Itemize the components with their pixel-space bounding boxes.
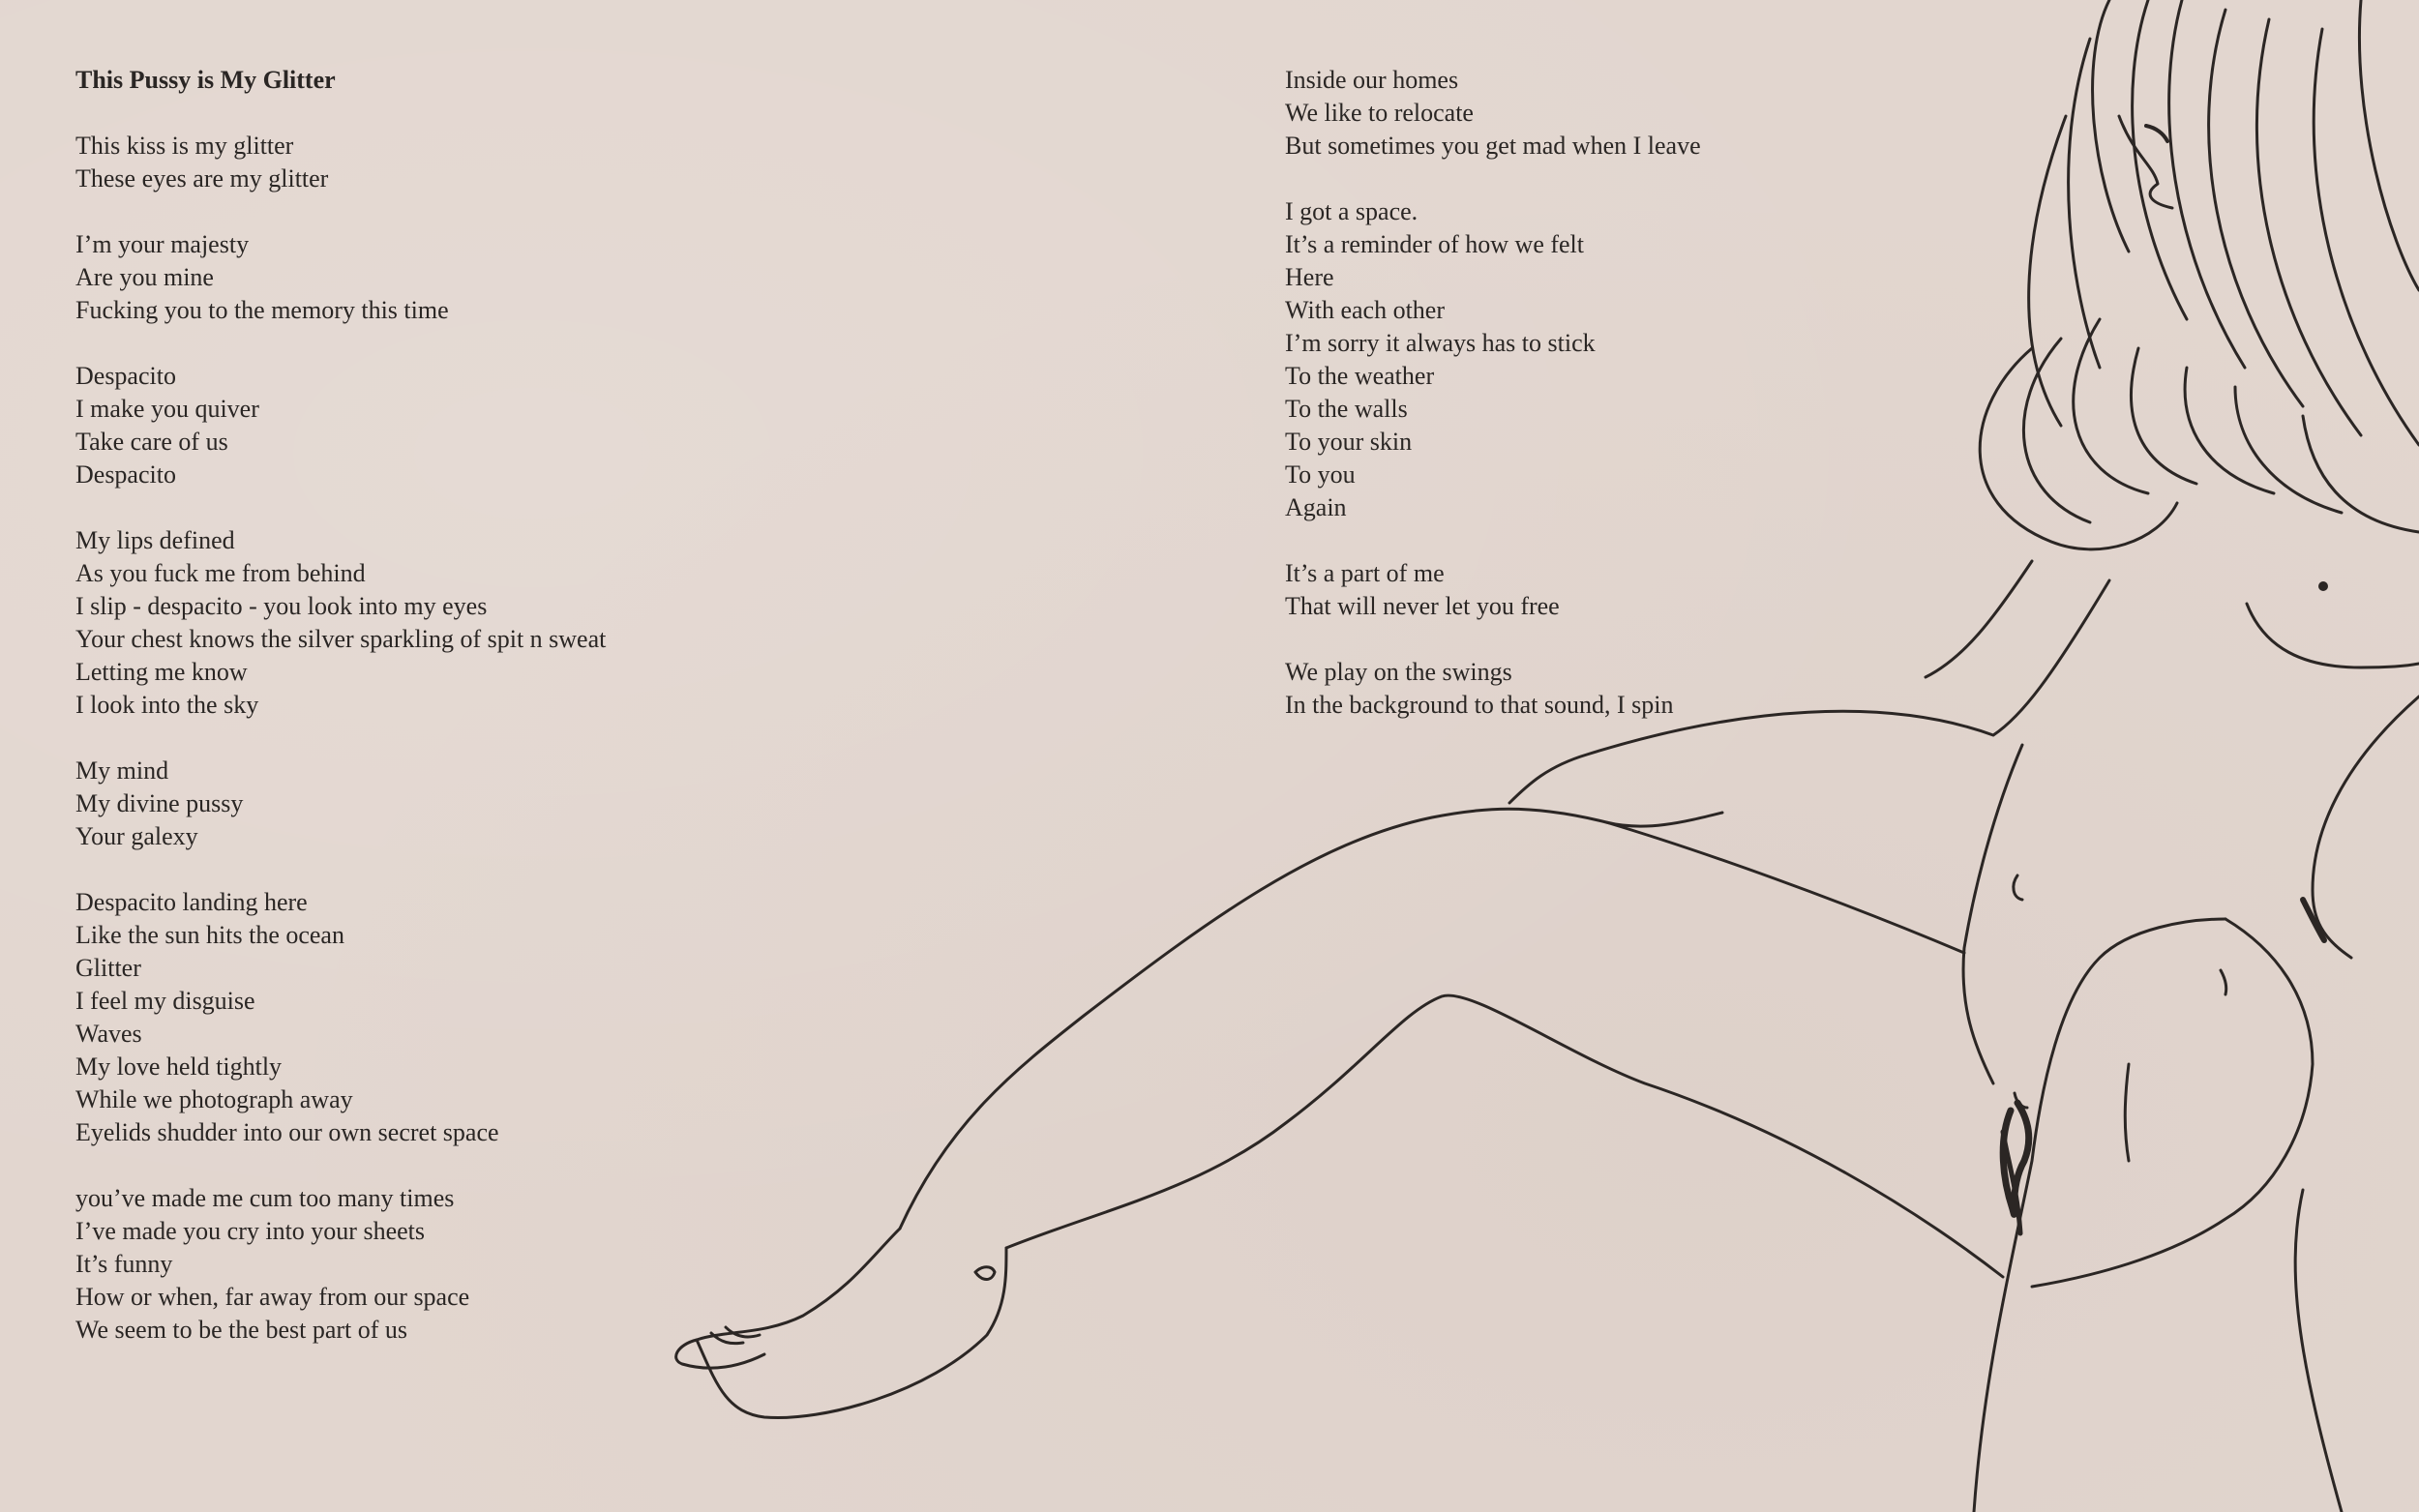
poem-line: My love held tightly xyxy=(75,1052,283,1081)
poem-line: Despacito xyxy=(75,362,176,390)
poem-line: I slip - despacito - you look into my eyes xyxy=(75,592,488,620)
stanza xyxy=(1285,656,1866,722)
stanza xyxy=(75,130,811,195)
poem-line: But sometimes you get mad when I leave xyxy=(1285,132,1701,160)
poem-line: Inside our homes xyxy=(1285,66,1459,94)
stanza xyxy=(75,360,811,491)
poem-line: To your skin xyxy=(1285,428,1413,456)
stanza xyxy=(1285,64,1866,163)
stanza xyxy=(1285,557,1866,623)
poem-line: How or when, far away from our space xyxy=(75,1283,470,1311)
poem-line: Are you mine xyxy=(75,263,214,291)
poem-line: I look into the sky xyxy=(75,691,259,719)
poem-line: It’s a reminder of how we felt xyxy=(1285,230,1585,258)
poem-line: We play on the swings xyxy=(1285,658,1512,686)
poem-line: you’ve made me cum too many times xyxy=(75,1184,455,1212)
poem-line: I feel my disguise xyxy=(75,987,255,1015)
stanza xyxy=(1285,195,1866,524)
poem-line: Waves xyxy=(75,1020,142,1048)
poem-line: Take care of us xyxy=(75,428,228,456)
poem-line: To the weather xyxy=(1285,362,1435,390)
poem-line: Despacito xyxy=(75,460,176,489)
poem-line: To you xyxy=(1285,460,1356,489)
poem-line: It’s funny xyxy=(75,1250,173,1278)
poem-line: Again xyxy=(1285,493,1347,521)
poem-line: In the background to that sound, I spin xyxy=(1285,691,1674,719)
poem-line: We like to relocate xyxy=(1285,99,1474,127)
poem-line: While we photograph away xyxy=(75,1085,353,1113)
stanza xyxy=(75,228,811,327)
poem-line: Like the sun hits the ocean xyxy=(75,921,344,949)
poem-line: My lips defined xyxy=(75,526,235,554)
poem-column-left xyxy=(75,64,811,1379)
poem-line: I’m sorry it always has to stick xyxy=(1285,329,1596,357)
poem-line: These eyes are my glitter xyxy=(75,164,329,193)
poem-line: Fucking you to the memory this time xyxy=(75,296,449,324)
poem-line: I make you quiver xyxy=(75,395,259,423)
poem-line: Letting me know xyxy=(75,658,248,686)
poem-line: My mind xyxy=(75,756,169,785)
poem-line: I got a space. xyxy=(1285,197,1419,225)
poem-line: Your galexy xyxy=(75,822,198,850)
poem-title: This Pussy is My Glitter xyxy=(75,66,336,94)
stanza xyxy=(75,1182,811,1347)
poem-line: Here xyxy=(1285,263,1334,291)
poem-column-right xyxy=(1285,64,1866,755)
poem-line: My divine pussy xyxy=(75,789,244,817)
poem-line: Despacito landing here xyxy=(75,888,308,916)
poem-line: With each other xyxy=(1285,296,1445,324)
poem-line: Eyelids shudder into our own secret space xyxy=(75,1118,499,1146)
stanza xyxy=(75,524,811,722)
poem-line: That will never let you free xyxy=(1285,592,1560,620)
poem-line: To the walls xyxy=(1285,395,1408,423)
stanza xyxy=(75,755,811,853)
poem-line: As you fuck me from behind xyxy=(75,559,366,587)
poem-line: This kiss is my glitter xyxy=(75,132,294,160)
poem-line: I’m your majesty xyxy=(75,230,250,258)
poem-line: Your chest knows the silver sparkling of spit n sweat xyxy=(75,625,607,653)
poem-line: It’s a part of me xyxy=(1285,559,1445,587)
poem-line: We seem to be the best part of us xyxy=(75,1316,408,1344)
poem-line: Glitter xyxy=(75,954,141,982)
poem-line: I’ve made you cry into your sheets xyxy=(75,1217,426,1245)
stanza xyxy=(75,886,811,1149)
